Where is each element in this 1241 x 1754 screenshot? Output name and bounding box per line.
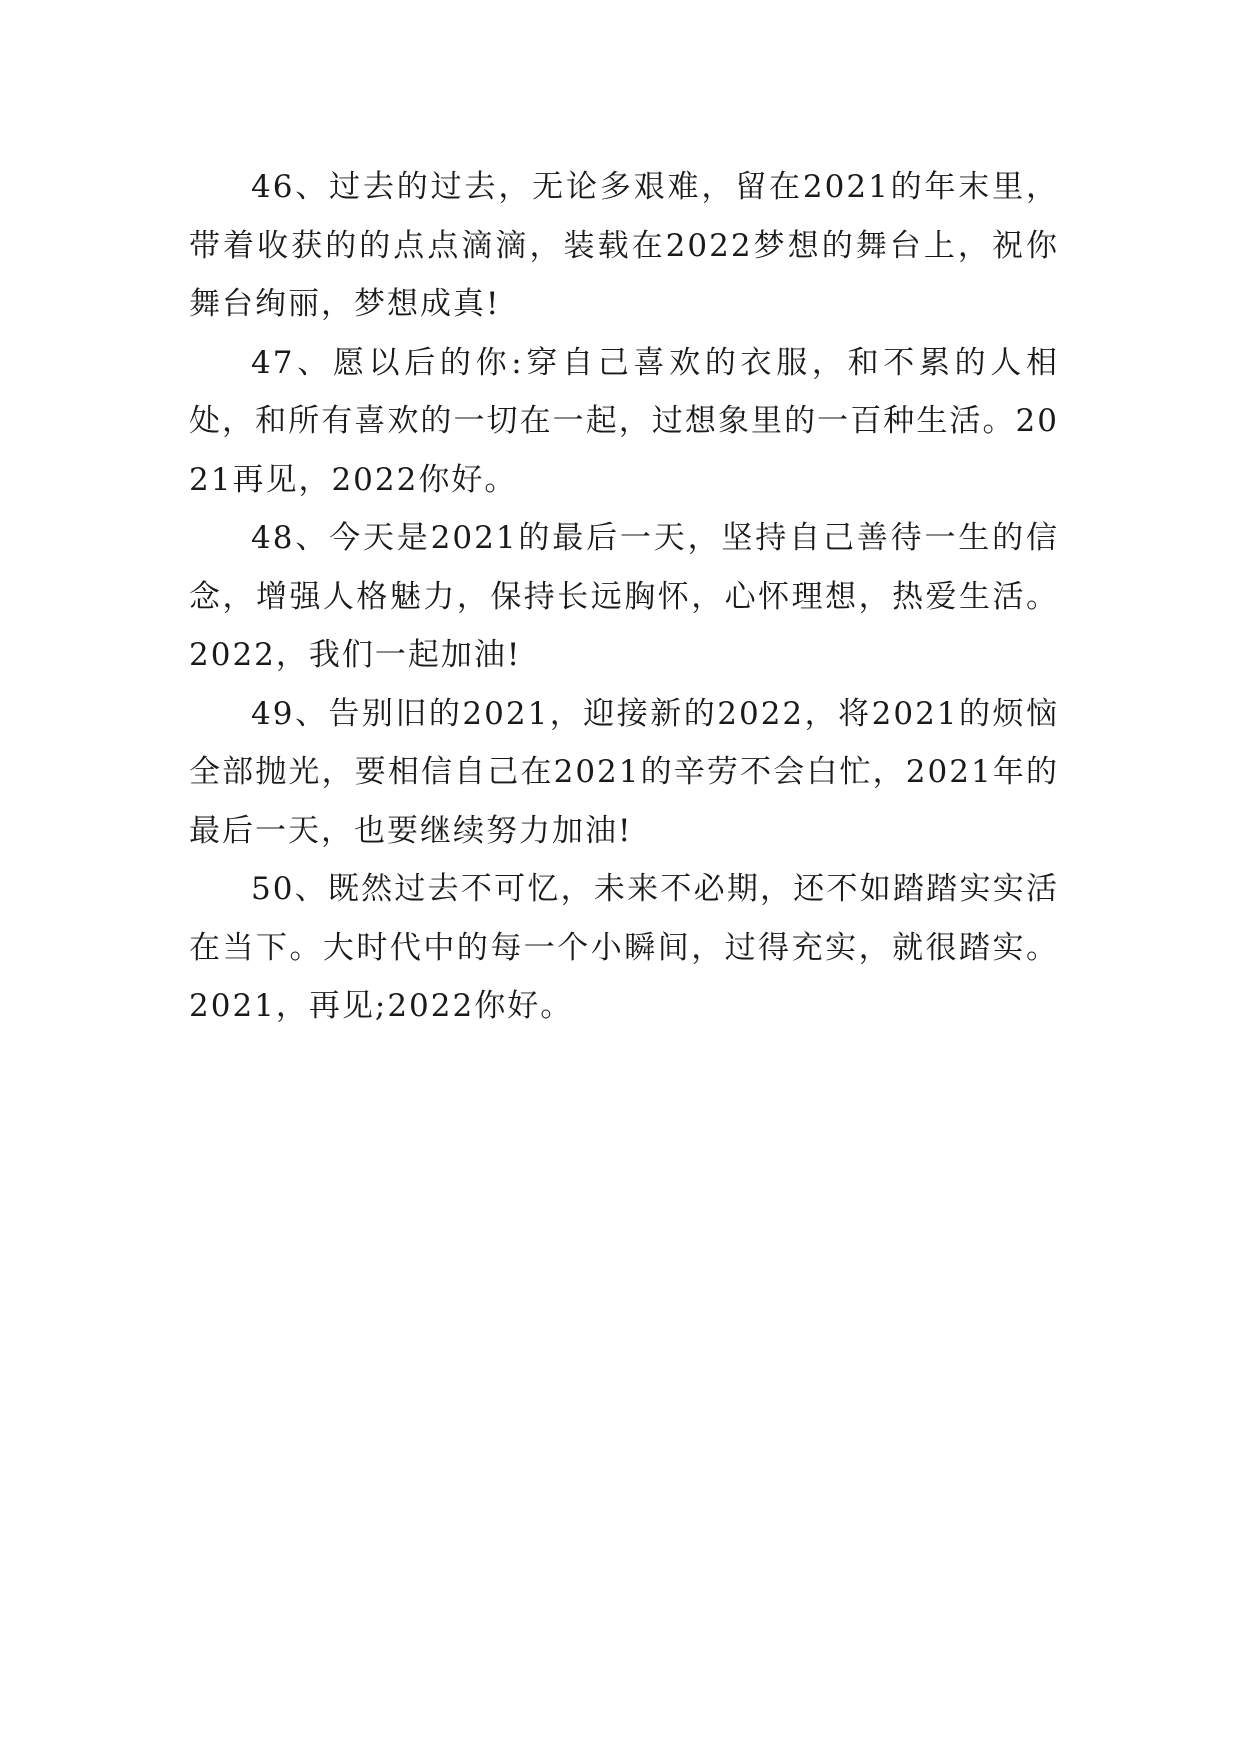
paragraph-48: 48、今天是2021的最后一天，坚持自己善待一生的信念，增强人格魅力，保持长远胸怀，心怀理想，热爱生活。2022，我们一起加油!	[189, 520, 1059, 673]
paragraph-46: 46、过去的过去，无论多艰难，留在2021的年末里，带着收获的的点点滴滴，装载在2022梦想的舞台上，祝你舞台绚丽，梦想成真!	[189, 169, 1059, 322]
document-body	[189, 158, 1059, 1036]
paragraph-47: 47、愿以后的你:穿自己喜欢的衣服，和不累的人相处，和所有喜欢的一切在一起，过想象里的一百种生活。2021再见，2022你好。	[189, 344, 1059, 498]
paragraph-49: 49、告别旧的2021，迎接新的2022，将2021的烦恼全部抛光，要相信自己在2021的辛劳不会白忙，2021年的最后一天，也要继续努力加油!	[189, 695, 1059, 849]
paragraph-50: 50、既然过去不可忆，未来不必期，还不如踏踏实实活在当下。大时代中的每一个小瞬间，过得充实，就很踏实。2021，再见;2022你好。	[189, 871, 1059, 1024]
